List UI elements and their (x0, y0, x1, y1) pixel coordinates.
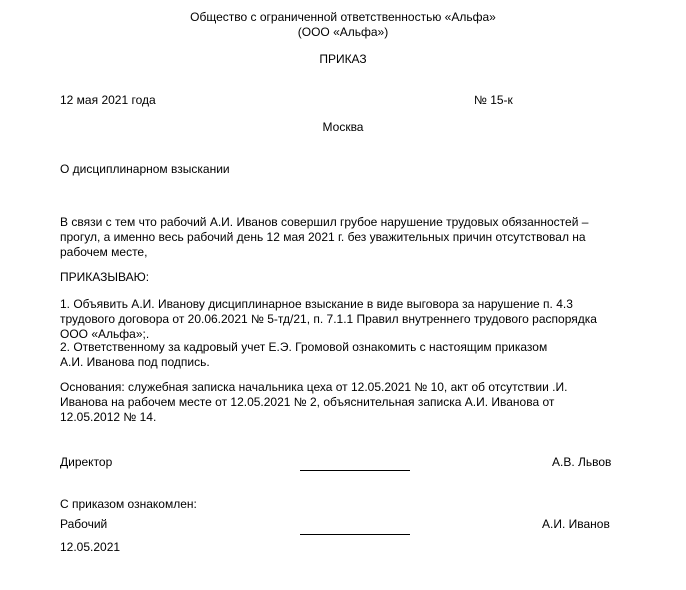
acknowledgement-date: 12.05.2021 (60, 540, 121, 554)
preamble-paragraph (60, 215, 620, 260)
item-line: А.И. Иванова под подпись. (60, 355, 210, 369)
order-city: Москва (322, 120, 364, 134)
item-line: ООО «Альфа»;. (60, 327, 150, 341)
organization-full-name: Общество с ограниченной ответственностью «Альфа» (190, 10, 496, 24)
acknowledged-role: Рабочий (60, 517, 108, 531)
signatory-role: Директор (60, 455, 113, 469)
employee-signature-line (300, 534, 410, 535)
preamble-line: В связи с тем что рабочий А.И. Иванов совершил грубое нарушение трудовых обязанностей – (60, 215, 589, 229)
order-word: ПРИКАЗЫВАЮ: (60, 270, 150, 284)
grounds-line: Основания: служебная записка начальника цеха от 12.05.2021 № 10, акт об отсутствии .И. (60, 380, 568, 394)
acknowledged-name: А.И. Иванов (542, 517, 610, 531)
grounds-line: 12.05.2012 № 14. (60, 410, 157, 424)
grounds-paragraph (60, 380, 620, 425)
order-item-1 (60, 297, 620, 342)
document-title: ПРИКАЗ (319, 52, 367, 66)
signatory-name: А.В. Львов (552, 455, 612, 469)
preamble-line: рабочем месте, (60, 245, 148, 259)
item-line: трудового договора от 20.06.2021 № 5-тд/21, п. 7.1.1 Правил внутреннего трудового распорядка (60, 312, 597, 326)
order-number: № 15-к (474, 93, 513, 107)
item-line: 1. Объявить А.И. Иванову дисциплинарное взыскание в виде выговора за нарушение п. 4.3 (60, 297, 573, 311)
order-date: 12 мая 2021 года (60, 93, 156, 107)
item-line: 2. Ответственному за кадровый учет Е.Э. Громовой ознакомить с настоящим приказом (60, 340, 548, 354)
organization-short-name: (ООО «Альфа») (297, 25, 389, 39)
order-subject: О дисциплинарном взыскании (60, 162, 230, 176)
order-item-2 (60, 340, 620, 370)
grounds-line: Иванова на рабочем месте от 12.05.2021 № 2, объяснительная записка А.И. Иванова от (60, 395, 555, 409)
director-signature-line (300, 470, 410, 471)
preamble-line: прогул, а именно весь рабочий день 12 мая 2021 г. без уважительных причин отсутствовал на (60, 230, 586, 244)
acknowledgement-heading: С приказом ознакомлен: (60, 497, 197, 511)
